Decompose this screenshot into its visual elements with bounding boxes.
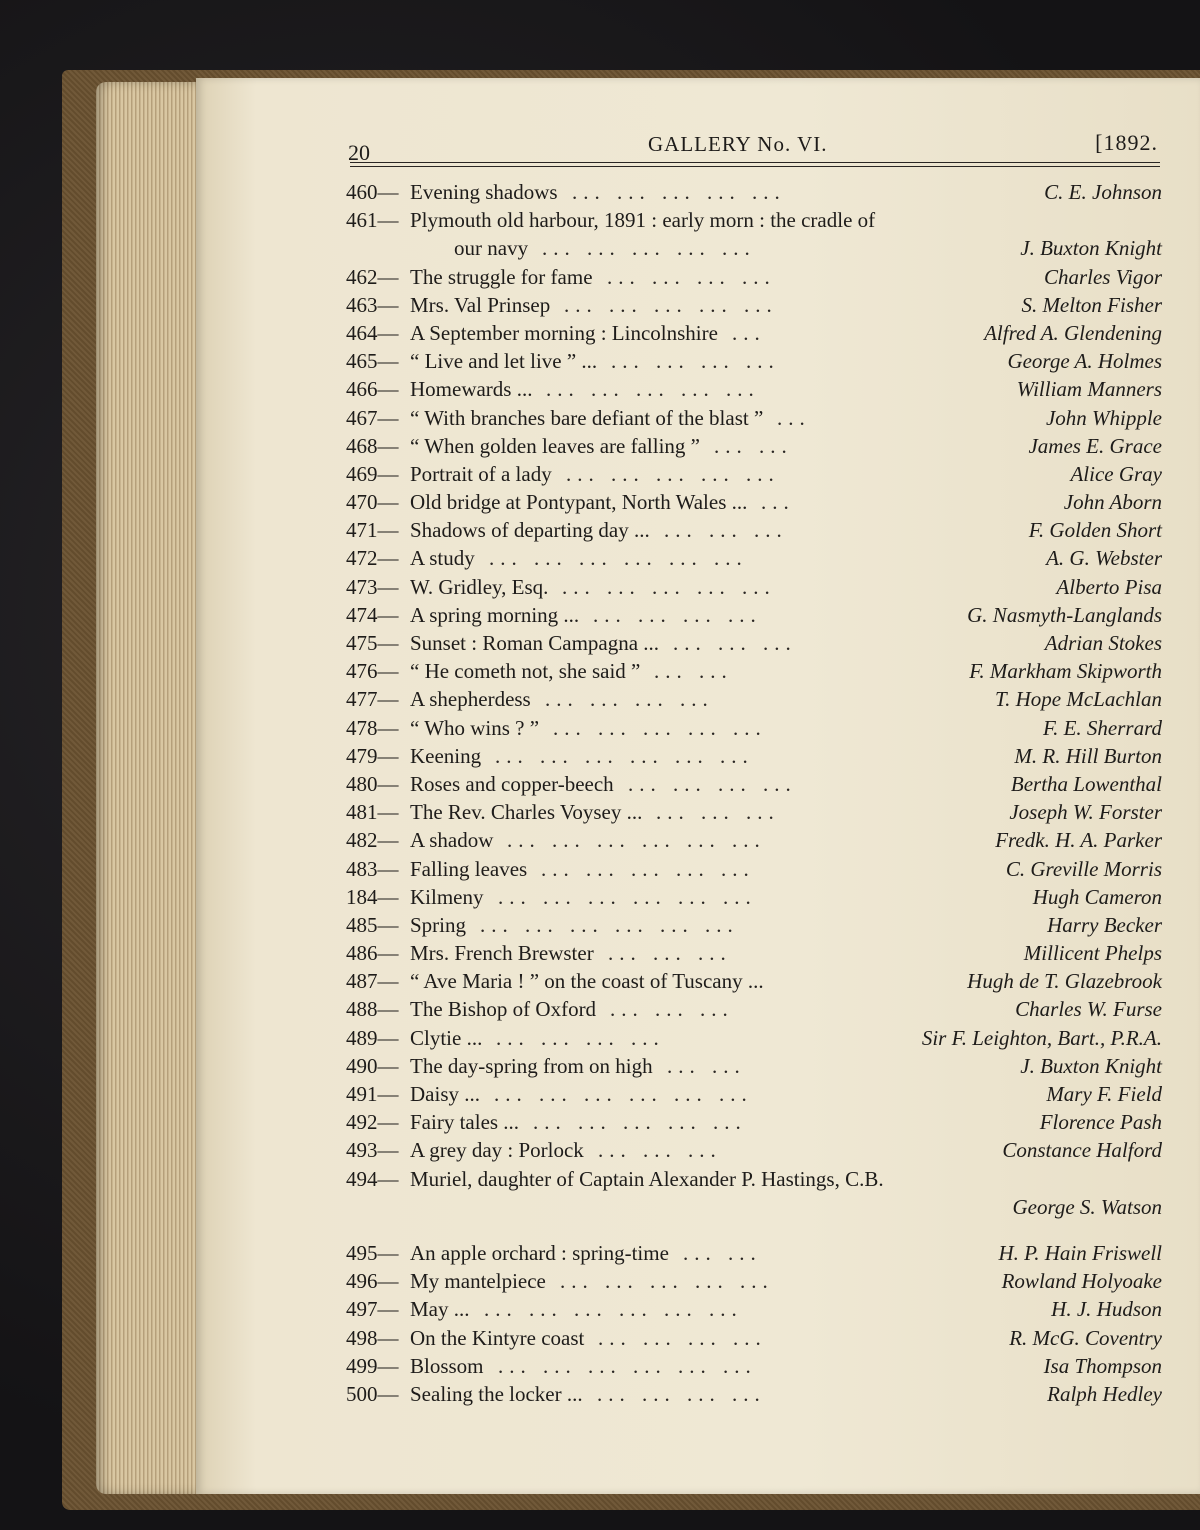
entry-artist: George S. Watson	[1012, 1194, 1162, 1219]
entry-number: 466—	[346, 377, 399, 402]
entry-artist: M. R. Hill Burton	[1014, 743, 1162, 768]
entry-artist: J. Buxton Knight	[1020, 1053, 1162, 1078]
entry-artist: Alice Gray	[1070, 461, 1162, 486]
entry-title: Falling leaves	[410, 856, 528, 881]
entry-artist: Adrian Stokes	[1044, 631, 1162, 655]
entry-artist: C. E. Johnson	[1044, 180, 1162, 204]
entry-title: Portrait of a lady	[410, 461, 552, 486]
entry-artist: Isa Thompson	[1043, 1353, 1162, 1378]
entry-artist: Joseph W. Forster	[1009, 800, 1162, 825]
list-item	[346, 1237, 1162, 1265]
list-item	[346, 430, 1162, 458]
entry-title: A spring morning ...	[410, 602, 580, 627]
entry-title: Clytie ...	[410, 1025, 483, 1050]
list-item	[346, 514, 1162, 542]
list-item	[346, 712, 1162, 740]
entry-number: 465—	[346, 349, 399, 374]
entry-artist: Alfred A. Glendening	[984, 320, 1162, 345]
entry-title: Kilmeny	[410, 884, 484, 909]
entry-title: Daisy ...	[410, 1082, 480, 1106]
entry-title: A September morning : Lincolnshire	[410, 320, 718, 345]
entry-title: Evening shadows	[410, 180, 558, 204]
entry-artist: Ralph Hedley	[1047, 1381, 1162, 1406]
list-item	[346, 486, 1162, 514]
entry-artist: Florence Pash	[1039, 1110, 1162, 1135]
header-rule	[350, 162, 1160, 167]
entry-artist: Hugh de T. Glazebrook	[967, 969, 1162, 994]
entry-title: A study	[410, 546, 475, 571]
leader-dots: ... ... ... ... ... ...	[480, 912, 739, 937]
list-item	[346, 1022, 1162, 1050]
entry-number: 494—	[346, 1166, 399, 1191]
entry-artist: John Whipple	[1045, 405, 1162, 430]
entry-number: 478—	[346, 715, 399, 740]
list-item	[346, 937, 1162, 965]
entry-number: 493—	[346, 1138, 399, 1163]
leader-dots: ... ... ... ... ...	[566, 461, 780, 486]
entry-artist: H. P. Hain Friswell	[998, 1240, 1162, 1265]
leader-dots: ...	[777, 405, 811, 430]
entry-number: 469—	[346, 461, 399, 486]
leader-dots: ... ...	[683, 1240, 762, 1265]
list-item	[346, 740, 1162, 768]
entry-number: 477—	[346, 687, 399, 712]
entry-title: A shadow	[410, 828, 494, 853]
leader-dots: ... ... ... ...	[597, 1381, 766, 1406]
leader-dots: ... ... ... ...	[593, 602, 762, 627]
leader-dots: ... ... ... ... ... ...	[498, 1353, 757, 1378]
entry-artist: Bertha Lowenthal	[1010, 771, 1162, 796]
entry-title: “ Ave Maria ! ” on the coast of Tuscany ...	[410, 969, 764, 994]
leader-dots: ... ... ... ... ... ...	[507, 828, 766, 853]
entry-artist: James E. Grace	[1028, 433, 1162, 458]
list-item	[346, 1350, 1162, 1378]
list-item	[346, 232, 1162, 260]
entry-title: Homewards ...	[410, 377, 533, 402]
page-number: 20	[348, 140, 370, 165]
entry-artist: T. Hope McLachlan	[994, 687, 1162, 712]
entry-title: “ He cometh not, she said ”	[410, 659, 641, 684]
leader-dots: ... ...	[654, 659, 733, 684]
entry-number: 460—	[346, 180, 399, 204]
entry-artist: Harry Becker	[1047, 912, 1162, 937]
entry-title: Fairy tales ...	[410, 1110, 520, 1135]
leader-dots: ... ... ... ...	[598, 1325, 767, 1350]
leader-dots: ... ... ... ... ...	[562, 574, 776, 599]
entry-artist: Charles W. Furse	[1015, 997, 1162, 1022]
entry-artist: F. E. Sherrard	[1042, 715, 1162, 740]
entry-number: 499—	[346, 1353, 399, 1378]
leader-dots: ...	[761, 490, 795, 515]
entry-artist: Millicent Phelps	[1023, 941, 1162, 966]
entry-title: Old bridge at Pontypant, North Wales ...	[410, 490, 748, 515]
entry-number: 461—	[346, 208, 399, 233]
entry-title: Muriel, daughter of Captain Alexander P. Hastings, C.B.	[410, 1166, 884, 1191]
entry-number: 476—	[346, 659, 399, 684]
entry-number: 184—	[346, 884, 399, 909]
entry-title: The Rev. Charles Voysey ...	[410, 800, 643, 825]
list-item	[346, 571, 1162, 599]
entry-artist: G. Nasmyth-Langlands	[967, 602, 1162, 627]
entry-title: “ Live and let live ” ...	[410, 349, 598, 374]
entry-number: 491—	[346, 1082, 399, 1106]
entry-title: On the Kintyre coast	[410, 1325, 585, 1350]
entry-number: 482—	[346, 828, 399, 853]
entry-artist: S. Melton Fisher	[1021, 292, 1162, 317]
list-item	[346, 1293, 1162, 1321]
entry-title: Roses and copper-beech	[410, 771, 614, 796]
entry-number: 498—	[346, 1325, 399, 1350]
page-title: GALLERY No. VI.	[648, 132, 828, 156]
page-year: [1892.	[1095, 130, 1158, 155]
list-item	[346, 542, 1162, 570]
entry-artist: A. G. Webster	[1046, 546, 1162, 571]
entry-title: A shepherdess	[410, 687, 531, 712]
entry-artist: John Aborn	[1063, 490, 1162, 515]
leader-dots: ...	[732, 320, 766, 345]
list-item	[346, 881, 1162, 909]
list-item	[346, 1378, 1162, 1406]
entry-number: 485—	[346, 912, 399, 937]
leader-dots: ... ... ... ... ...	[533, 1110, 747, 1135]
entry-title: our navy	[454, 236, 529, 261]
list-item	[346, 261, 1162, 289]
entry-number: 479—	[346, 743, 399, 768]
list-item	[346, 1106, 1162, 1134]
leader-dots: ... ... ... ...	[496, 1025, 665, 1050]
entry-artist: Hugh Cameron	[1032, 884, 1162, 909]
entry-artist: Fredk. H. A. Parker	[995, 828, 1162, 853]
entry-number: 464—	[346, 320, 399, 345]
entry-artist: F. Golden Short	[1028, 518, 1162, 543]
entry-number: 489—	[346, 1025, 399, 1050]
entry-number: 480—	[346, 771, 399, 796]
list-item	[346, 965, 1162, 993]
list-item	[346, 1134, 1162, 1162]
entry-title: Keening	[410, 743, 482, 768]
entry-title: The Bishop of Oxford	[410, 997, 597, 1022]
entry-artist: C. Greville Morris	[1005, 856, 1162, 881]
entry-title: “ When golden leaves are falling ”	[410, 433, 700, 458]
entry-title: Blossom	[410, 1353, 484, 1378]
list-item	[346, 909, 1162, 937]
entry-number: 488—	[346, 997, 399, 1022]
entry-artist: Constance Halford	[1002, 1138, 1162, 1163]
leader-dots: ... ... ... ... ...	[560, 1269, 774, 1294]
list-item	[346, 1191, 1162, 1219]
list-item	[346, 768, 1162, 796]
list-item	[346, 1265, 1162, 1293]
leader-dots: ... ... ... ... ...	[546, 377, 760, 402]
entry-artist: William Manners	[1016, 377, 1162, 402]
entry-artist: R. McG. Coventry	[1009, 1325, 1162, 1350]
leader-dots: ... ... ... ...	[628, 771, 797, 796]
list-item	[346, 627, 1162, 655]
entry-number: 486—	[346, 941, 399, 966]
entry-artist: George A. Holmes	[1007, 349, 1162, 374]
list-item	[346, 1050, 1162, 1078]
leader-dots: ... ... ... ...	[545, 687, 714, 712]
entry-title: Mrs. Val Prinsep	[410, 292, 551, 317]
leader-dots: ... ... ...	[656, 800, 780, 825]
entry-number: 483—	[346, 856, 399, 881]
entry-title: Plymouth old harbour, 1891 : early morn : the cradle of	[410, 208, 876, 233]
entry-number: 492—	[346, 1110, 399, 1135]
entry-artist: Rowland Holyoake	[1001, 1269, 1162, 1294]
list-item	[346, 458, 1162, 486]
entry-artist: J. Buxton Knight	[1020, 236, 1162, 261]
leader-dots: ... ... ...	[664, 518, 788, 543]
entry-title: A grey day : Porlock	[410, 1138, 584, 1163]
list-item	[346, 853, 1162, 881]
entry-title: W. Gridley, Esq.	[410, 574, 549, 599]
entry-title: Sunset : Roman Campagna ...	[410, 631, 660, 655]
leader-dots: ... ...	[667, 1053, 746, 1078]
entry-title: Spring	[410, 912, 467, 937]
list-item	[346, 373, 1162, 401]
entry-artist: Mary F. Field	[1046, 1082, 1162, 1106]
entry-number: 472—	[346, 546, 399, 571]
entry-artist: H. J. Hudson	[1051, 1297, 1162, 1322]
entry-number: 500—	[346, 1381, 399, 1406]
leader-dots: ... ... ... ... ...	[553, 715, 767, 740]
entry-title: The day-spring from on high	[410, 1053, 653, 1078]
list-item	[346, 1163, 1162, 1191]
list-item	[346, 1078, 1162, 1106]
list-item	[346, 993, 1162, 1021]
list-item	[346, 345, 1162, 373]
entry-number: 490—	[346, 1053, 399, 1078]
catalogue-list	[346, 176, 1162, 1406]
leader-dots: ... ...	[714, 433, 793, 458]
leader-dots: ... ... ... ... ... ...	[484, 1297, 743, 1322]
list-item	[346, 599, 1162, 627]
entry-number: 497—	[346, 1297, 399, 1322]
entry-number: 470—	[346, 490, 399, 515]
leader-dots: ... ... ...	[610, 997, 734, 1022]
entry-number: 471—	[346, 518, 399, 543]
list-item	[346, 176, 1162, 204]
list-item	[346, 655, 1162, 683]
entry-number: 475—	[346, 631, 399, 655]
entry-number: 481—	[346, 800, 399, 825]
leader-dots: ... ... ... ... ...	[564, 292, 778, 317]
entry-title: The struggle for fame	[410, 264, 593, 289]
entry-number: 495—	[346, 1240, 399, 1265]
list-item	[346, 824, 1162, 852]
entry-title: Mrs. French Brewster	[410, 941, 594, 966]
entry-number: 487—	[346, 969, 399, 994]
page-edges	[96, 82, 206, 1494]
entry-title: My mantelpiece	[410, 1269, 546, 1294]
list-item	[346, 289, 1162, 317]
entry-title: May ...	[410, 1297, 470, 1322]
leader-dots: ... ... ... ... ... ...	[489, 546, 748, 571]
entry-title: Sealing the locker ...	[410, 1381, 583, 1406]
leader-dots: ... ... ... ... ... ...	[494, 1082, 753, 1106]
entry-title: An apple orchard : spring-time	[410, 1240, 669, 1265]
list-item	[346, 402, 1162, 430]
list-item	[346, 796, 1162, 824]
list-item	[346, 204, 1162, 232]
leader-dots: ... ... ... ... ... ...	[498, 884, 757, 909]
entry-title: “ Who wins ? ”	[410, 715, 540, 740]
entry-title: Shadows of departing day ...	[410, 518, 650, 543]
entry-number: 473—	[346, 574, 399, 599]
leader-dots: ... ... ... ...	[607, 264, 776, 289]
leader-dots: ... ... ... ... ...	[572, 180, 786, 204]
leader-dots: ... ... ...	[673, 631, 797, 655]
entry-artist: F. Markham Skipworth	[969, 659, 1162, 684]
entry-artist: Sir F. Leighton, Bart., P.R.A.	[921, 1025, 1162, 1050]
entry-number: 467—	[346, 405, 399, 430]
entry-number: 474—	[346, 602, 399, 627]
list-item	[346, 683, 1162, 711]
entry-number: 462—	[346, 264, 399, 289]
entry-number: 468—	[346, 433, 399, 458]
leader-dots: ... ... ...	[608, 941, 732, 966]
entry-artist: Alberto Pisa	[1056, 574, 1162, 599]
leader-dots: ... ... ... ... ... ...	[495, 743, 754, 768]
entry-number: 496—	[346, 1269, 399, 1294]
list-item	[346, 1322, 1162, 1350]
entry-number: 463—	[346, 292, 399, 317]
list-item	[346, 317, 1162, 345]
leader-dots: ... ... ... ...	[611, 349, 780, 374]
entry-title: “ With branches bare defiant of the blast ”	[410, 405, 764, 430]
entry-artist: Charles Vigor	[1043, 264, 1162, 289]
leader-dots: ... ... ... ... ...	[541, 856, 755, 881]
leader-dots: ... ... ... ... ...	[542, 236, 756, 261]
leader-dots: ... ... ...	[598, 1138, 722, 1163]
